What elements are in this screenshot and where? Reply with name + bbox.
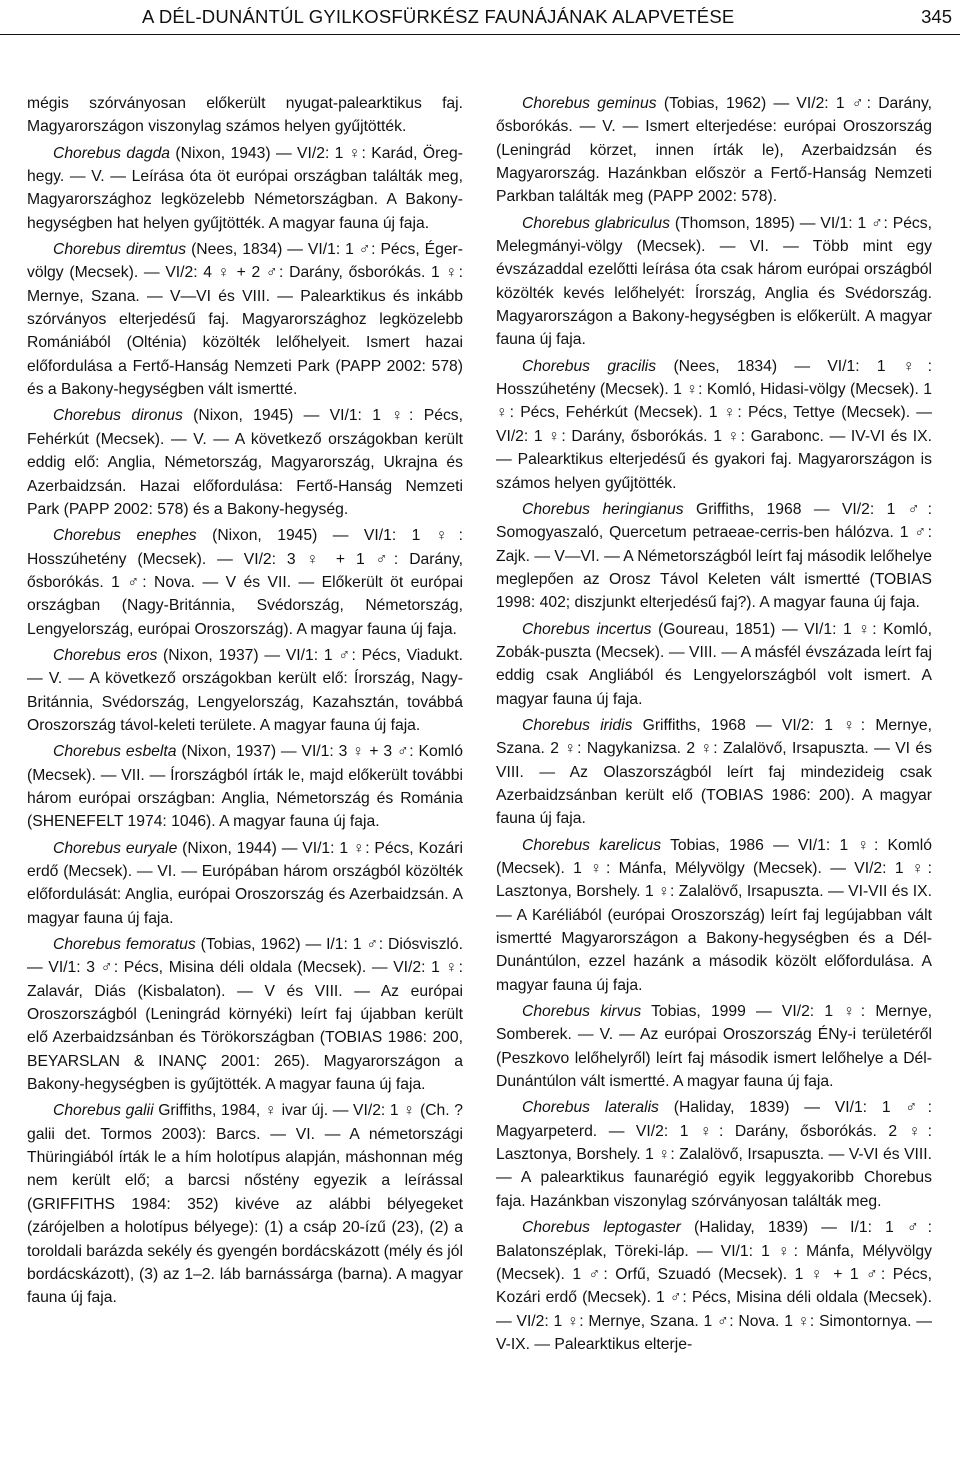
- species-name: Chorebus galii: [53, 1102, 154, 1120]
- left-column: [27, 92, 463, 1310]
- right-column: [496, 92, 932, 1356]
- species-entry-gracilis: Chorebus gracilis (Nees, 1834) — VI/1: 1 ♀: Hosszúhetény (Mecsek). 1 ♀: Komló, Hidasi-völgy (Mecsek). 1 ♀: Pécs, Fehérkút (Mecsek). 1 ♀: Pécs, Tettye (Mecsek). — VI/2: 1 ♀: Darány, ősborókás. 1 ♀: Garabonc. — IV-VI és IX. — Palearktikus elterjedésű és gyakori faj. Magyarországon is számos helyen gyűjtötték.: [496, 357, 932, 492]
- species-name: Chorebus heringianus: [522, 500, 684, 518]
- species-name: Chorebus incertus: [522, 620, 652, 638]
- species-entry-geminus: Chorebus geminus (Tobias, 1962) — VI/2: 1 ♂: Darány, ősborókás. — V. — Ismert elterjedése: európai Oroszország (Leningrád körzet, innen írták le), Azerbaidzsán és Magyarország. Hazánkban először a Fertő-Hanság Nemzeti Parkban találták meg (PAPP 2002: 578).: [496, 95, 932, 206]
- species-name: Chorebus kirvus: [522, 1003, 642, 1021]
- species-entry-femoratus: Chorebus femoratus (Tobias, 1962) — I/1: 1 ♂: Diósviszló. — VI/1: 3 ♂: Pécs, Misina déli oldala (Mecsek). — VI/2: 1 ♀: Zalavár, Diás (Kisbalaton). — V és VIII. — Az európai Oroszországból (Leningrád környéki) leírt faj újabban került elő Azerbaidzsánban és Törökországban (TOBIAS 1986: 200, BEYARSLAN & INANÇ 2001: 265). Magyarországon a Bakony-hegységben is gyűjtötték. A magyar fauna új faja.: [27, 936, 463, 1094]
- species-name: Chorebus dagda: [53, 144, 171, 162]
- species-entry-heringianus: Chorebus heringianus Griffiths, 1968 — VI/2: 1 ♂: Somogyaszaló, Quercetum petraeae-cerris-ben hálózva. 1 ♂: Zajk. — V—VI. — A Németországból leírt faj második lelőhelye meglepően az Orosz Távol Keleten vált ismertté (TOBIAS 1998: 402; diszjunkt elterjedésű faj?). A magyar fauna új faja.: [496, 500, 932, 612]
- species-entry-euryale: Chorebus euryale (Nixon, 1944) — VI/1: 1 ♀: Pécs, Kozári erdő (Mecsek). — VI. — Európában három országból közölték előfordulását: Anglia, európai Oroszország és Azerbaidzsán. A magyar fauna új faja.: [27, 839, 463, 927]
- species-entry-dironus: Chorebus dironus (Nixon, 1945) — VI/1: 1 ♀: Pécs, Fehérkút (Mecsek). — V. — A következő országokban került eddig elő: Anglia, Németország, Magyarország, Ukrajna és Azerbaidzsán. Hazai előfordulása: Fertő-Hanság Nemzeti Park (PAPP 2002: 578) és a Bakony-hegység.: [27, 407, 463, 518]
- species-entry-iridis: Chorebus iridis Griffiths, 1968 — VI/2: 1 ♀: Mernye, Szana. 2 ♀: Nagykanizsa. 2 ♀: Zalalövő, Irsapuszta. — VI és VIII. — Az Olaszországból leírt faj mindezideig csak Azerbaidzsánban került elő (TOBIAS 1986: 200). A magyar fauna új faja.: [496, 716, 932, 828]
- species-name: Chorebus esbelta: [53, 743, 177, 761]
- species-entry-kirvus: Chorebus kirvus Tobias, 1999 — VI/2: 1 ♀: Mernye, Somberek. — V. — Az európai Oroszország ÉNy-i területéről (Peszkovo lelőhelyről) leírt faj második ismert lelőhelye a Dél-Dunántúlon vált ismertté. A magyar fauna új faja.: [496, 1003, 933, 1091]
- paragraph: mégis szórványosan előkerült nyugat-palearktikus faj. Magyarországon viszonylag számos helyen gyűjtötték.: [27, 95, 463, 136]
- species-entry-incertus: Chorebus incertus (Goureau, 1851) — VI/1: 1 ♀: Komló, Zobák-puszta (Mecsek). — VIII. — A másfél évszázada leírt faj eddig csak Angliából és Lengyelországból volt ismert. A magyar fauna új faja.: [496, 620, 933, 708]
- species-entry-glabriculus: Chorebus glabriculus (Thomson, 1895) — VI/1: 1 ♂: Pécs, Melegmányi-völgy (Mecsek). — VI. — Több mint egy évszázaddal ezelőtti leírása óta csak három európai országból közölték kevés lelőhelyét: Írország, Anglia és Svédország. Magyarországon a Bakony-hegységben is előkerült. A magyar fauna új faja.: [496, 214, 932, 349]
- species-name: Chorebus iridis: [522, 716, 633, 734]
- species-entry-eros: Chorebus eros (Nixon, 1937) — VI/1: 1 ♂: Pécs, Viadukt. — V. — A következő országokban került elő: Írország, Nagy-Británnia, Svédország, Lengyelország, Kazahsztán, továbbá Oroszország távol-keleti területe. A magyar fauna új faja.: [27, 646, 463, 734]
- species-entry-karelicus: Chorebus karelicus Tobias, 1986 — VI/1: 1 ♀: Komló (Mecsek). 1 ♀: Mánfa, Mélyvölgy (Mecsek). — VI/2: 1 ♀: Lasztonya, Borshely. 1 ♀: Zalalövő, Irsapuszta. — VI-VII és IX. — A Karéliából (európai Oroszország) leírt faj legújabban vált ismertté Magyarországon a Bakony-hegységben és a Dél-Dunántúlon, ezzel hazánk a második közölt előfordulása. A magyar fauna új faja.: [496, 836, 933, 994]
- species-name: Chorebus lateralis: [522, 1099, 659, 1117]
- species-entry-dagda: Chorebus dagda (Nixon, 1943) — VI/2: 1 ♀: Karád, Öreg-hegy. — V. — Leírása óta öt európai országban találták meg, Magyarországhoz legközelebb Németországban. A Bakony-hegységben hat helyen gyűjtötték. A magyar fauna új faja.: [27, 144, 463, 232]
- page-header: [0, 0, 960, 34]
- species-entry-diremtus: Chorebus diremtus (Nees, 1834) — VI/1: 1 ♂: Pécs, Éger-völgy (Mecsek). — VI/2: 4 ♀ + 2 ♂: Darány, ősborókás. 1 ♀: Mernye, Szana. — V—VI és VIII. — Palearktikus és inkább szórványos elterjedésű faj. Magyarországhoz legközelebb Romániából (Olténia) közölték lelőhelyeit. Ismert hazai előfordulása a Fertő-Hanság Nemzeti Park (PAPP 2002: 578) és a Bakony-hegységben vált ismertté.: [27, 241, 463, 399]
- species-name: Chorebus dironus: [53, 407, 183, 425]
- header-rule: [0, 34, 960, 35]
- species-entry-enephes: Chorebus enephes (Nixon, 1945) — VI/1: 1 ♀: Hosszúhetény (Mecsek). — VI/2: 3 ♀ + 1 ♂: Darány, ősborókás. 1 ♂: Nova. — V és VII. — Előkerült öt európai országban (Nagy-Británnia, Svédország, Németország, Lengyelország, európai Oroszország). A magyar fauna új faja.: [27, 527, 463, 638]
- species-name: Chorebus femoratus: [53, 936, 196, 954]
- page-number: 345: [921, 6, 952, 27]
- species-name: Chorebus gracilis: [522, 357, 657, 375]
- running-title: A DÉL-DUNÁNTÚL GYILKOSFÜRKÉSZ FAUNÁJÁNAK ALAPVETÉSE: [142, 6, 735, 27]
- species-name: Chorebus geminus: [522, 95, 657, 112]
- species-name: Chorebus eros: [53, 646, 158, 664]
- species-name: Chorebus leptogaster: [522, 1219, 681, 1237]
- species-entry-esbelta: Chorebus esbelta (Nixon, 1937) — VI/1: 3 ♀ + 3 ♂: Komló (Mecsek). — VII. — Írországból írták le, majd előkerült további három európai országban: Anglia, Németország és Románia (SHENEFELT 1974: 1046). A magyar fauna új faja.: [27, 743, 463, 831]
- species-name: Chorebus glabriculus: [522, 214, 670, 232]
- species-name: Chorebus karelicus: [522, 836, 662, 854]
- species-name: Chorebus enephes: [53, 527, 197, 545]
- species-entry-lateralis: Chorebus lateralis (Haliday, 1839) — VI/1: 1 ♂: Magyarpeterd. — VI/2: 1 ♀: Darány, ősborókás. 2 ♀: Lasztonya, Borshely. 1 ♀: Zalalövő, Irsapuszta. — V-VI és VIII. — A palearktikus faunarégió egyik leggyakoribb Chorebus faja. Hazánkban viszonylag szórványosan találták meg.: [496, 1099, 932, 1210]
- species-entry-galii: Chorebus galii Griffiths, 1984, ♀ ivar új. — VI/2: 1 ♀ (Ch. ?galii det. Tormos 2003): Barcs. — VI. — A németországi Thüringiából írták le a hím holotípus alapján, máshonnan még nem került elő; a barcsi nőstény egyezik a leírással (GRIFFITHS 1984: 352) kivéve az alábbi bélyegeket (zárójelben a holotípus bélyege): (1) a csáp 20-ízű (23), (2) a toroldali barázda sekély és gyengén bordácskázott (mély és jól bordácskázott), (3) az 1–2. láb barnássárga (barna). A magyar fauna új faja.: [27, 1102, 463, 1307]
- species-name: Chorebus diremtus: [53, 241, 187, 259]
- species-entry-leptogaster: Chorebus leptogaster (Haliday, 1839) — I/1: 1 ♂: Balatonszéplak, Töreki-láp. — VI/1: 1 ♀: Mánfa, Mélyvölgy (Mecsek). 1 ♂: Orfű, Szuadó (Mecsek). 1 ♀ + 1 ♂: Pécs, Kozári erdő (Mecsek). 1 ♂: Pécs, Misina déli oldala (Mecsek). — VI/2: 1 ♀: Mernye, Szana. 1 ♂: Nova. 1 ♀: Simontornya. — V-IX. — Palearktikus elterje-: [496, 1219, 932, 1353]
- species-name: Chorebus euryale: [53, 839, 178, 857]
